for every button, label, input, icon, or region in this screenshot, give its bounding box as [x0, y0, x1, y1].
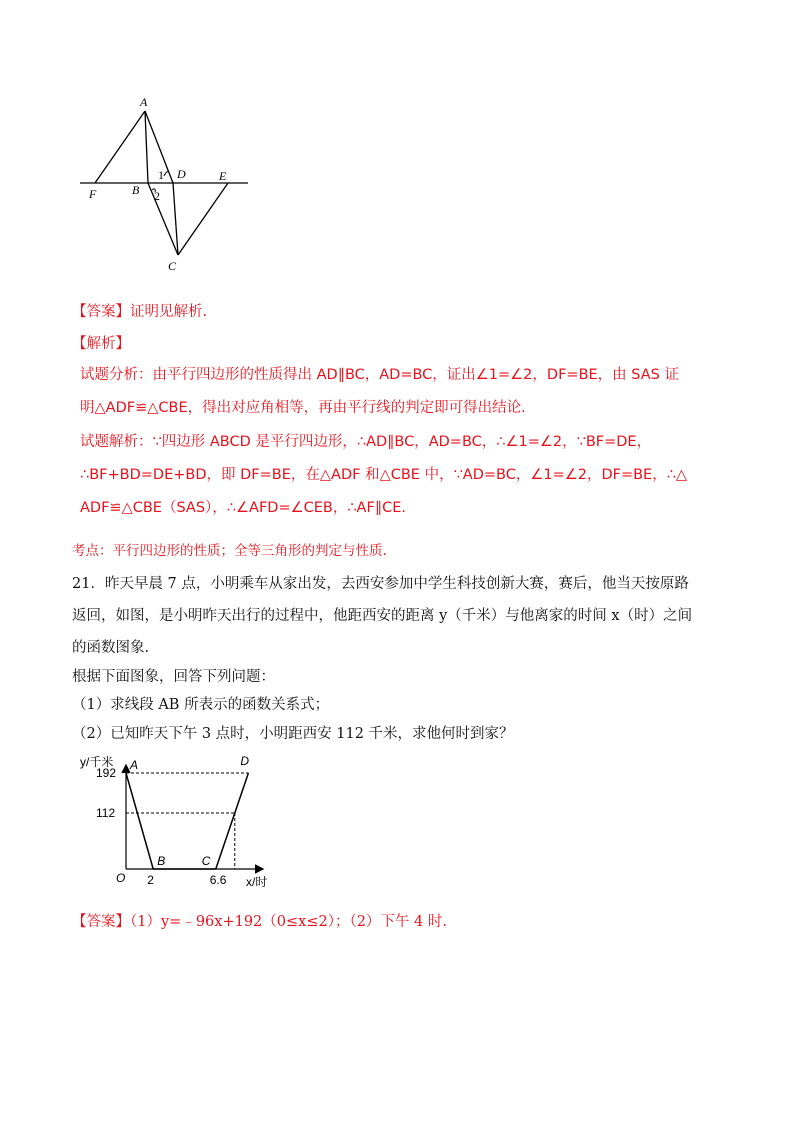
x-tick-label: 6.6: [209, 873, 227, 887]
y-axis-label: y/千米: [80, 755, 114, 769]
segment-ab: [145, 111, 148, 183]
label-a: A: [140, 95, 148, 109]
x-tick-label: 2: [147, 873, 154, 887]
point-label-d: D: [240, 754, 250, 768]
answer-2-bracket: 【答案】: [72, 914, 130, 930]
analysis-line-4: ∴BF+BD=DE+BD，即 DF=BE，在△ADF 和△CBE 中，∵AD=BC，∠1=∠2，DF=BE，∴△: [80, 467, 688, 483]
point-label-b: B: [157, 854, 166, 868]
geometry-figure: [60, 90, 270, 275]
function-chart: [70, 752, 310, 897]
y-tick-label: 192: [96, 766, 117, 780]
answer-1-text: 证明见解析.: [130, 304, 208, 320]
label-angle-2: 2: [154, 189, 160, 203]
label-c: C: [168, 259, 177, 273]
origin-label: O: [116, 871, 126, 885]
y-tick-label: 112: [96, 806, 116, 820]
answer-2: [72, 910, 447, 931]
segment-af: [95, 111, 145, 183]
analysis-line-5: ADF≌△CBE（SAS），∴∠AFD=∠CEB，∴AF∥CE.: [80, 500, 406, 516]
segment-cd: [216, 773, 249, 869]
question-21-part-1: （1）求线段 AB 所表示的函数关系式；: [72, 697, 330, 713]
analysis-heading: 【解析】: [72, 336, 130, 352]
label-d: D: [177, 167, 186, 181]
point-label-c: C: [201, 854, 211, 868]
analysis-line-1: 试题分析：由平行四边形的性质得出 AD∥BC，AD=BC，证出∠1=∠2，DF=BE，由 SAS 证: [80, 367, 679, 383]
question-21-line-3: 的函数图象.: [72, 640, 150, 656]
analysis-line-2: 明△ADF≌△CBE，得出对应角相等，再由平行线的判定即可得出结论.: [80, 400, 526, 416]
point-label-a: A: [130, 758, 139, 772]
question-21-prompt: 根据下面图象，回答下列问题：: [72, 669, 275, 685]
label-f: F: [89, 187, 97, 201]
label-angle-1: 1: [158, 168, 164, 182]
label-e: E: [219, 169, 227, 183]
answer-1-bracket: 【答案】: [72, 304, 130, 320]
segment-ab: [126, 773, 153, 869]
question-21-part-2: （2）已知昨天下午 3 点时，小明距西安 112 千米，求他何时到家？: [72, 726, 514, 742]
question-21-line-1: 21．昨天早晨 7 点，小明乘车从家出发，去西安参加中学生科技创新大赛，赛后，他当天按原路: [72, 576, 689, 592]
answer-2-text: （1）y=﹣96x+192（0≤x≤2）；（2）下午 4 时.: [130, 914, 447, 930]
x-axis-label: x/时: [246, 875, 268, 889]
question-21-line-2: 返回，如图，是小明昨天出行的过程中，他距西安的距离 y（千米）与他离家的时间 x（时）之间: [72, 608, 693, 624]
label-b: B: [132, 183, 140, 197]
analysis-line-3: 试题解析：∵四边形 ABCD 是平行四边形，∴AD∥BC，AD=BC，∴∠1=∠2，∵BF=DE，: [80, 434, 652, 450]
kaodian: 考点：平行四边形的性质；全等三角形的判定与性质.: [72, 543, 387, 559]
segment-ce: [178, 183, 228, 255]
answer-1: [72, 300, 207, 321]
